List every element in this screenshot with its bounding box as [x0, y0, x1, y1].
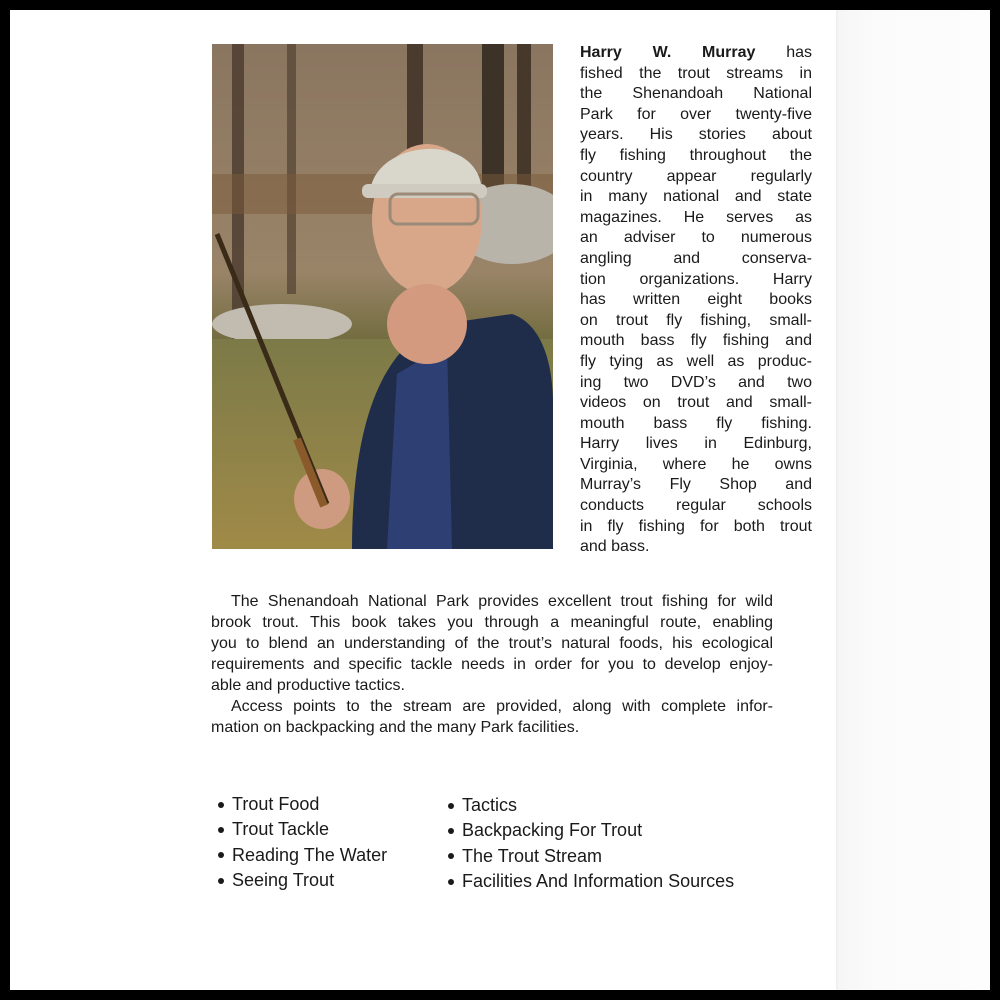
- bio-line: Harry lives in Edinburg,: [580, 435, 812, 453]
- bullet-icon: [218, 878, 224, 884]
- description-line: mation on backpacking and the many Park facilities.: [211, 719, 580, 736]
- feature-item: Trout Tackle: [218, 817, 387, 842]
- bio-line: Park for over twenty-five: [580, 105, 812, 123]
- bullet-icon: [448, 879, 454, 885]
- page-edge-shading: [836, 10, 990, 990]
- bio-line: years. His stories about: [580, 126, 812, 144]
- author-bio: [580, 43, 812, 558]
- description-line: able and productive tactics.: [211, 677, 405, 694]
- bio-line: angling and conserva-: [580, 249, 812, 267]
- bio-line: mouth bass fly fishing.: [580, 414, 812, 432]
- author-name: Harry W. Murray: [580, 44, 756, 61]
- bullet-icon: [448, 828, 454, 834]
- description-line: The Shenandoah National Park provides excellent trout fishing for wild: [231, 593, 773, 610]
- bullet-icon: [218, 802, 224, 808]
- bio-line: tion organizations. Harry: [580, 270, 812, 288]
- book-description: [211, 591, 773, 738]
- bio-line: Murray’s Fly Shop and: [580, 476, 812, 494]
- bullet-icon: [448, 803, 454, 809]
- bullet-icon: [448, 853, 454, 859]
- feature-item: Tactics: [448, 793, 734, 818]
- bio-line: magazines. He serves as: [580, 208, 812, 226]
- feature-item: Reading The Water: [218, 843, 387, 868]
- bio-line: fished the trout streams in: [580, 64, 812, 82]
- bio-line: mouth bass fly fishing and: [580, 332, 812, 350]
- description-line: Access points to the stream are provided, along with complete infor-: [231, 698, 773, 715]
- description-line: requirements and specific tackle needs in order for you to develop enjoy-: [211, 656, 773, 673]
- bio-line: ing two DVD’s and two: [580, 373, 812, 391]
- description-line: brook trout. This book takes you through a meaningful route, enabling: [211, 614, 773, 631]
- feature-list-left: [218, 792, 387, 893]
- bio-line: conducts regular schools: [580, 497, 812, 515]
- author-photo: [212, 44, 553, 549]
- bio-line: Virginia, where he owns: [580, 455, 812, 473]
- bio-line: fly fishing throughout the: [580, 146, 812, 164]
- feature-list-right: [448, 793, 734, 894]
- bio-line: an adviser to numerous: [580, 229, 812, 247]
- bio-line: country appear regularly: [580, 167, 812, 185]
- feature-item: Facilities And Information Sources: [448, 869, 734, 894]
- bio-line: fly tying as well as produc-: [580, 352, 812, 370]
- bio-line: Harry W. Murray has: [580, 44, 812, 61]
- bio-line: in many national and state: [580, 188, 812, 206]
- description-line: you to blend an understanding of the trout’s natural foods, his ecological: [211, 635, 773, 652]
- bio-line: has written eight books: [580, 291, 812, 309]
- bullet-icon: [218, 852, 224, 858]
- feature-item: Seeing Trout: [218, 868, 387, 893]
- feature-item: Trout Food: [218, 792, 387, 817]
- bio-line: on trout fly fishing, small-: [580, 311, 812, 329]
- bio-line: videos on trout and small-: [580, 394, 812, 412]
- bio-line: and bass.: [580, 538, 650, 556]
- bio-line: the Shenandoah National: [580, 85, 812, 103]
- feature-item: Backpacking For Trout: [448, 818, 734, 843]
- bullet-icon: [218, 827, 224, 833]
- bio-line: in fly fishing for both trout: [580, 517, 812, 535]
- feature-item: The Trout Stream: [448, 844, 734, 869]
